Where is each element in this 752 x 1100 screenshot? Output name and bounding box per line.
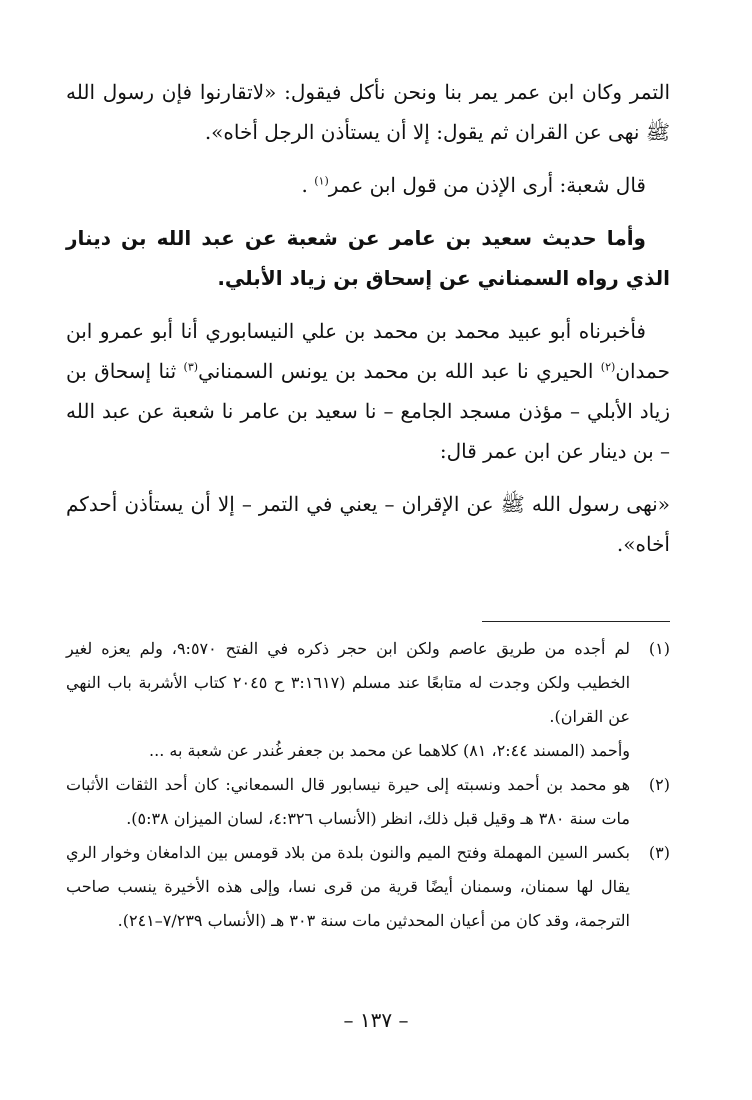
- footnote-1-continuation: وأحمد (المسند ٢:٤٤، ٨١) كلاهما عن محمد بن جعفر غُندر عن شعبة به ...: [149, 741, 630, 760]
- page-number: – ١٣٧ –: [343, 1008, 409, 1032]
- footnotes: [66, 632, 670, 938]
- hadith-quote: «نهى رسول الله ﷺ عن الإقران – يعني في التمر – إلا أن يستأذن أحدكم أخاه».: [66, 492, 670, 556]
- footnote-3: [66, 836, 670, 938]
- footnote-ref-1[interactable]: (١): [314, 174, 329, 188]
- paragraph-3-part-a: فأخبرناه أبو عبيد محمد بن محمد بن علي النيسابوري أنا أبو عمرو ابن حمدان: [66, 319, 670, 383]
- paragraph-2: [66, 165, 670, 205]
- footnote-ref-3[interactable]: (٣): [183, 360, 199, 374]
- section-heading: وأما حديث سعيد بن عامر عن شعبة عن عبد الله بن دينار الذي رواه السمناني عن إسحاق بن زياد الأبلي.: [66, 226, 670, 290]
- footnote-1-text: لم أجده من طريق عاصم ولكن ابن حجر ذكره في الفتح ٩:٥٧٠، ولم يعزه لغير الخطيب ولكن وجدت له متابعًا عند مسلم (٣:١٦١٧ ح ٢٠٤٥ كتاب الأشربة باب النهي عن القران).: [66, 639, 631, 726]
- footnote-1-number: (١): [648, 639, 670, 658]
- main-text: [66, 72, 670, 564]
- paragraph-3: [66, 311, 670, 471]
- footnote-3-text: بكسر السين المهملة وفتح الميم والنون بلدة من بلاد قومس بين الدامغان وخوار الري يقال لها سمنان، وسمنان أيضًا قرية من قرى نسا، وإلى هذه الأخيرة ينسب صاحب الترجمة، وقد كان من أعيان المحدثين مات سنة ٣٠٣ هـ (الأنساب ٧/٢٣٩–٢٤١).: [66, 843, 630, 930]
- paragraph-1: التمر وكان ابن عمر يمر بنا ونحن نأكل فيقول: «لاتقارنوا فإن رسول الله ﷺ نهى عن القران ثم يقول: إلا أن يستأذن الرجل أخاه».: [66, 80, 670, 144]
- footnote-3-number: (٣): [648, 843, 670, 862]
- footnote-2-text: هو محمد بن أحمد ونسبته إلى حيرة نيسابور قال السمعاني: كان أحد الثقات الأثبات مات سنة ٣٨٠ هـ وقيل قبل ذلك، انظر (الأنساب ٤:٣٢٦، لسان الميزان ٥:٣٨).: [66, 775, 630, 828]
- paragraph-2-text: قال شعبة: أرى الإذن من قول ابن عمر: [328, 173, 646, 197]
- paragraph-2-end: .: [301, 173, 308, 197]
- footnote-ref-2[interactable]: (٢): [600, 360, 616, 374]
- paragraph-3-part-b: الحيري نا عبد الله بن محمد بن يونس السمناني: [198, 359, 601, 383]
- footnote-2-number: (٢): [648, 775, 670, 794]
- paragraph-3-part-c: ثنا إسحاق بن زياد الأبلي – مؤذن مسجد الجامع – نا سعيد بن عامر نا شعبة عن عبد الله – بن دينار عن ابن عمر قال:: [66, 359, 670, 463]
- footnote-separator: [482, 621, 670, 622]
- footnote-2: [66, 768, 670, 836]
- footnote-1: [66, 632, 670, 734]
